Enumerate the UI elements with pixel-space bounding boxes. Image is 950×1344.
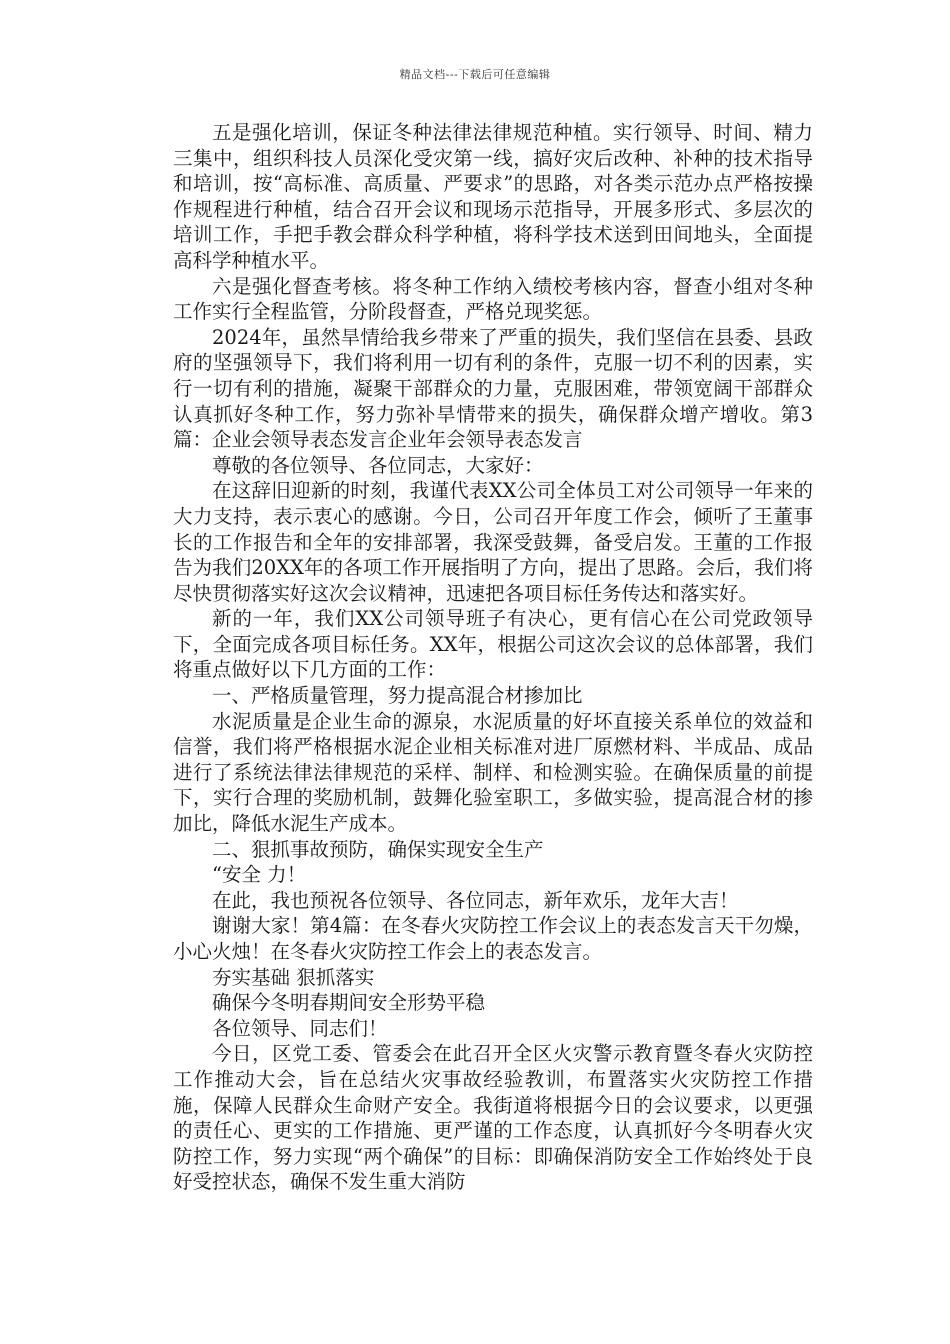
paragraph-thanks: 在这辞旧迎新的时刻，我谨代表XX公司全体员工对公司领导一年来的大力支持，表示衷心的感谢。今日，公司召开年度工作会，倾听了王董事长的工作报告和全年的安排部署，我深受鼓舞，备受启发。王董的工作报告为我们20XX年的各项工作开展指明了方向，提出了思路。会后，我们将尽快贯彻落实好这次会议精神，迅速把各项目标任务传达和落实好。	[173, 479, 813, 605]
paragraph-new-year: 新的一年，我们XX公司领导班子有决心，更有信心在公司党政领导下，全面完成各项目标任务。XX年，根据公司这次会议的总体部署，我们将重点做好以下几方面的工作：	[173, 607, 813, 682]
paragraph-safety-quote: “安全 力！	[212, 863, 307, 887]
paragraph-salutation: 各位领导、同志们！	[212, 1016, 388, 1040]
heading-quality: 一、严格质量管理，努力提高混合材掺加比	[212, 684, 583, 708]
paragraph-closing-part4: 谢谢大家！第4篇：在冬春火灾防控工作会议上的表态发言天干勿燥，小心火烛！在冬春火灾防控工作会上的表态发言。	[173, 914, 813, 963]
subtitle-foundation: 夯实基础 狠抓落实	[212, 965, 375, 989]
page-header: 精品文档---下载后可任意编辑	[399, 68, 551, 81]
paragraph-2024-drought: 2024年，虽然旱情给我乡带来了严重的损失，我们坚信在县委、县政府的坚强领导下，我们将利用一切有利的条件，克服一切不利的因素，实行一切有利的措施，凝聚干部群众的力量，克服困难，带领宽阔干部群众认真抓好冬种工作，努力弥补旱情带来的损失，确保群众增产增收。第3篇：企业会领导表态发言企业年会领导表态发言	[173, 325, 813, 452]
paragraph-wishes: 在此，我也预祝各位领导、各位同志，新年欢乐，龙年大吉！	[212, 888, 739, 912]
paragraph-greeting: 尊敬的各位领导、各位同志，大家好：	[212, 453, 544, 477]
paragraph-fire-prevention: 今日，区党工委、管委会在此召开全区火灾警示教育暨冬春火灾防控工作推动大会，旨在总结火灾事故经验教训，布置落实火灾防控工作措施，保障人民群众生命财产安全。我街道将根据今日的会议要求，以更强的责任心、更实的工作措施、更严谨的工作态度，认真抓好今冬明春火灾防控工作，努力实现“两个确保”的目标：即确保消防安全工作始终处于良好受控状态，确保不发生重大消防	[173, 1042, 813, 1194]
paragraph-cement-quality: 水泥质量是企业生命的源泉，水泥质量的好坏直接关系单位的效益和信誉，我们将严格根据水泥企业相关标准对进厂原燃材料、半成品、成品进行了系统法律法律规范的采样、制样、和检测实验。在确保质量的前提下，实行合理的奖励机制，鼓舞化验室职工，多做实验，提高混合材的掺加比，降低水泥生产成本。	[173, 709, 813, 836]
subtitle-stability: 确保今冬明春期间安全形势平稳	[212, 991, 486, 1015]
document-body	[173, 120, 813, 1195]
paragraph-inspection: 六是强化督查考核。将冬种工作纳入绩校考核内容，督查小组对冬种工作实行全程监管，分阶段督查，严格兑现奖惩。	[173, 274, 813, 324]
heading-safety: 二、狠抓事故预防，确保实现安全生产	[212, 837, 544, 861]
paragraph-training: 五是强化培训，保证冬种法律法律规范种植。实行领导、时间、精力三集中，组织科技人员深化受灾第一线，搞好灾后改种、补种的技术指导和培训，按“高标准、高质量、严要求”的思路，对各类示范办点严格按操作规程进行种植，结合召开会议和现场示范指导，开展多形式、多层次的培训工作，手把手教会群众科学种植，将科学技术送到田间地头，全面提高科学种植水平。	[173, 121, 813, 272]
